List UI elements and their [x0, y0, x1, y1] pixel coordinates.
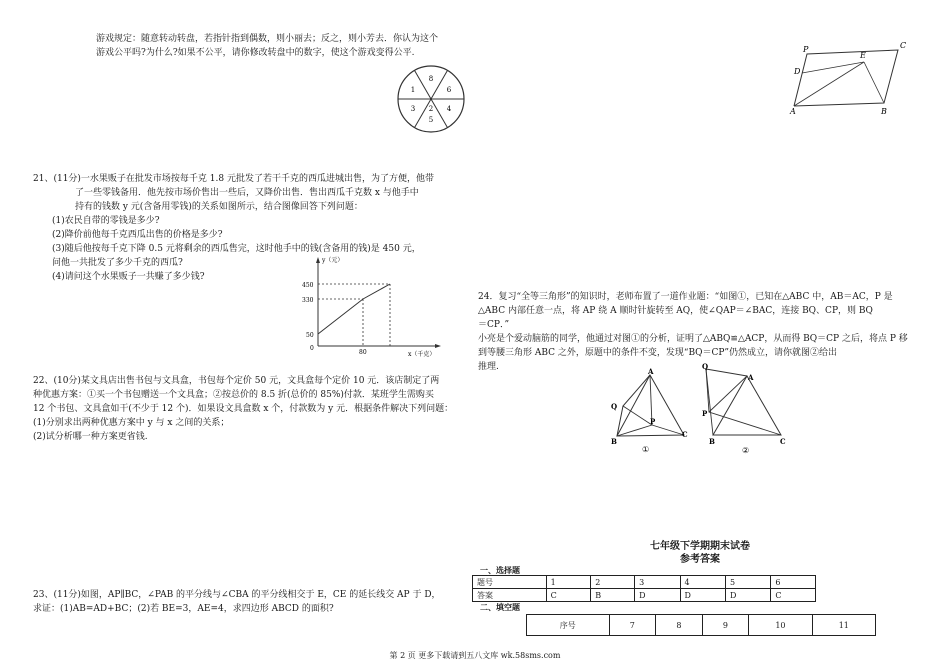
table-cell: 7: [609, 615, 656, 636]
q21-line3: 持有的钱数 y 元(含备用零钱)的关系如图所示，结合图像回答下列问题：: [75, 202, 363, 212]
graph-y-tick-50: 50: [306, 332, 314, 339]
q21-sub4: (4)请问这个水果贩子一共赚了多少钱?: [52, 272, 205, 282]
spinner-num-2: 2: [428, 105, 434, 113]
fig2-label-P: P: [702, 409, 708, 418]
q24-line4: 小亮是个爱动脑筋的同学，他通过对图①的分析，证明了△ABQ≌△ACP，从而得 BQ＝CP 之后，将点 P 移: [478, 334, 908, 344]
q22-line2: 种优惠方案：①买一个书包赠送一个文具盒；②按总价的 8.5 折(总价的 85%)付款．某班学生需购买: [33, 390, 434, 400]
triangle-figure-1: [606, 366, 696, 458]
table-cell: C: [546, 589, 591, 602]
q22-line3: 12 个书包、文具盒如干(不少于 12 个)．如果设文具盒数 x 个，付款数为 y 元．根据条件解决下列问题：: [33, 404, 454, 414]
q22-sub1: (1)分别求出两种优惠方案中 y 与 x 之间的关系；: [33, 418, 230, 428]
table-cell: 6: [771, 576, 816, 589]
label-P: P: [803, 45, 809, 54]
q23-line2: 求证：(1)AB=AD+BC；(2)若 BE=3，AE=4，求四边形 ABCD 的面积?: [33, 604, 334, 614]
fig1-label-P: P: [650, 417, 656, 426]
fig1-label-A: A: [648, 367, 654, 376]
fig1-label-Q: Q: [611, 402, 618, 411]
fig2-label-Q: Q: [702, 362, 709, 371]
table-cell: D: [680, 589, 725, 602]
fig1-caption: ①: [642, 445, 650, 454]
fig2-label-B: B: [709, 437, 715, 446]
fig2-label-C: C: [780, 437, 786, 446]
table-cell: 10: [749, 615, 812, 636]
spinner-num-4: 4: [446, 105, 452, 113]
q21-sub2: (2)降价前他每千克西瓜出售的价格是多少?: [52, 230, 223, 240]
spinner-num-5: 5: [428, 116, 434, 124]
fig1-label-B: B: [611, 437, 617, 446]
spinner-figure: [396, 64, 466, 134]
q22-line1: 22、(10分)某文具店出售书包与文具盒，书包每个定价 50 元，文具盒每个定价 10 元．该店制定了两: [33, 376, 440, 386]
table-cell: 1: [546, 576, 591, 589]
label-C: C: [900, 41, 907, 50]
table-cell: 5: [725, 576, 770, 589]
q21-sub3b: 问他一共批发了多少千克的西瓜?: [52, 258, 183, 268]
section-choice-title: 一、选择题: [480, 565, 520, 575]
q21-line2: 了一些零钱备用．他先按市场价售出一些后，又降价出售．售出西瓜千克数 x 与他手中: [75, 188, 419, 198]
table-row: [473, 576, 816, 589]
choice-answer-table: [472, 575, 816, 602]
fig2-label-A: A: [748, 373, 754, 382]
table-cell: 4: [680, 576, 725, 589]
table-cell: 题号: [473, 576, 547, 589]
label-D: D: [794, 67, 801, 76]
spinner-num-6: 6: [446, 86, 452, 94]
section-fill-title: 二、填空题: [480, 602, 520, 612]
spinner-num-8: 8: [428, 75, 434, 83]
q21-line1: 21、(11分)一水果贩子在批发市场按每千克 1.8 元批发了若干千克的西瓜进城出售，为了方便，他带: [33, 174, 434, 184]
q24-line2: △ABC 内部任意一点，将 AP 绕 A 顺时针旋转至 AQ，使∠QAP＝∠BAC，连接 BQ、CP，则 BQ: [478, 306, 873, 316]
graph-origin: 0: [310, 345, 314, 352]
q21-sub3a: (3)随后他按每千克下降 0.5 元将剩余的西瓜售完，这时他手中的钱(含备用的钱)是 450 元，: [52, 244, 421, 254]
table-cell: B: [591, 589, 635, 602]
spinner-num-1: 1: [410, 86, 416, 94]
answer-subtitle: 参考答案: [680, 554, 720, 565]
graph-x-label: x（千克）: [408, 351, 436, 358]
fill-answer-table: [526, 614, 876, 636]
table-cell: 序号: [527, 615, 610, 636]
table-row: [473, 589, 816, 602]
money-graph: [288, 254, 448, 364]
table-cell: 9: [702, 615, 749, 636]
spinner-num-3: 3: [410, 105, 416, 113]
graph-y-tick-330: 330: [302, 297, 314, 304]
graph-y-tick-450: 450: [302, 282, 314, 289]
q23-line1: 23、(11分)如图，AP∥BC，∠PAB 的平分线与∠CBA 的平分线相交于 E，CE 的延长线交 AP 于 D，: [33, 590, 441, 600]
q20-line1: 游戏规定：随意转动转盘，若指针指到偶数，则小丽去；反之，则小芳去．你认为这个: [96, 34, 439, 44]
table-cell: 2: [591, 576, 635, 589]
table-cell: D: [635, 589, 680, 602]
q24-line5: 到等腰三角形 ABC 之外，原题中的条件不变，发现“BQ＝CP”仍然成立，请你就图②给出: [478, 348, 838, 358]
label-A: A: [790, 107, 796, 116]
q21-sub1: (1)农民自带的零钱是多少?: [52, 216, 160, 226]
answer-title: 七年级下学期期末试卷: [650, 541, 750, 552]
table-cell: C: [771, 589, 816, 602]
label-E: E: [860, 51, 866, 60]
page-footer: 第 2 页 更多下载请到五八文库 wk.58sms.com: [389, 651, 561, 660]
fig2-caption: ②: [742, 446, 750, 455]
quadrilateral-figure: [780, 36, 920, 116]
table-cell: 3: [635, 576, 680, 589]
table-cell: 答案: [473, 589, 547, 602]
q24-line1: 24．复习“全等三角形”的知识时，老师布置了一道作业题：“如图①，已知在△ABC 中，AB＝AC，P 是: [478, 292, 893, 302]
graph-x-tick-80: 80: [359, 349, 367, 356]
label-B: B: [881, 107, 887, 116]
q20-line2: 游戏公平吗?为什么?如果不公平，请你修改转盘中的数字，使这个游戏变得公平.: [96, 48, 415, 58]
triangle-figure-2: [702, 360, 792, 458]
table-cell: 8: [656, 615, 703, 636]
table-row: [527, 615, 876, 636]
table-cell: D: [725, 589, 770, 602]
fig1-label-C: C: [682, 430, 688, 439]
q22-sub2: (2)试分析哪一种方案更省钱.: [33, 432, 148, 442]
q24-line6: 推理.: [478, 362, 499, 372]
q24-line3: ＝CP．”: [478, 320, 510, 330]
graph-y-label: y（元）: [322, 257, 344, 264]
table-cell: 11: [812, 615, 875, 636]
